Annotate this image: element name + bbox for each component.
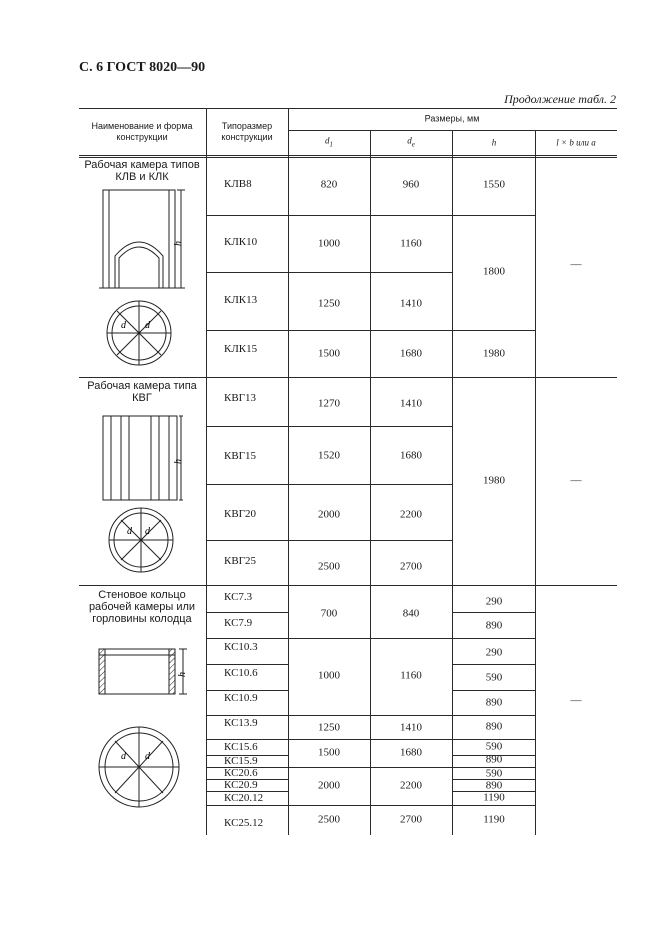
row-rule xyxy=(206,272,452,273)
type-cell: КВГ15 xyxy=(224,450,257,462)
wall-ring-drawing xyxy=(95,641,191,816)
h-cell: 890 xyxy=(485,779,503,792)
header-lba: l × b или a xyxy=(556,137,596,148)
h-cell-merged: 1800 xyxy=(483,265,505,278)
h-dimension-label: h xyxy=(177,672,188,677)
row-rule xyxy=(206,426,452,427)
table-continuation-note: Продолжение табл. 2 xyxy=(504,92,616,106)
de-dimension-label: d xyxy=(145,526,150,537)
h-cell: 1550 xyxy=(483,178,505,191)
de-dimension-label: d xyxy=(145,320,150,331)
d1-cell: 1250 xyxy=(318,721,340,734)
section-ks-title: Стеновое кольцо рабочей камеры или горловины колодца xyxy=(88,589,196,625)
d1-cell: 1000 xyxy=(318,237,340,250)
d1-dimension-label: d xyxy=(121,751,126,762)
type-cell: КС25.12 xyxy=(224,817,264,829)
header-d1: $d_1$ xyxy=(325,135,333,149)
d1-cell: 1250 xyxy=(318,297,340,310)
h-row-rule xyxy=(452,612,535,613)
h-cell: 590 xyxy=(485,740,503,753)
de-cell: 2700 xyxy=(400,560,422,573)
chamber-kvg-drawing xyxy=(99,410,189,575)
row-rule xyxy=(206,690,288,691)
section-klv-klk-title: Рабочая камера типов КЛВ и КЛК xyxy=(84,159,200,183)
header-h: h xyxy=(491,137,497,148)
d1-dimension-label: d xyxy=(121,320,126,331)
h-dimension-label: h xyxy=(173,459,184,464)
row-rule xyxy=(206,715,535,716)
de-cell: 2700 xyxy=(400,813,422,826)
h-cell: 890 xyxy=(485,696,503,709)
type-cell: КЛК10 xyxy=(224,236,258,248)
d1-cell: 2500 xyxy=(318,813,340,826)
d1-cell: 1270 xyxy=(318,397,340,410)
row-rule xyxy=(206,330,535,331)
table-top-rule xyxy=(79,108,617,109)
row-rule xyxy=(206,612,288,613)
d1-cell: 1500 xyxy=(318,347,340,360)
col-line-1 xyxy=(206,108,207,835)
de-dimension-label: d xyxy=(145,751,150,762)
header-bottom-rule xyxy=(79,155,617,156)
h-cell: 890 xyxy=(485,753,503,766)
h-cell: 290 xyxy=(485,595,503,608)
col-line-4 xyxy=(452,130,453,835)
type-cell: КС15.9 xyxy=(224,755,258,767)
col-line-5 xyxy=(535,130,536,835)
type-cell: КЛК13 xyxy=(224,294,258,306)
h-row-rule xyxy=(452,664,535,665)
header-type: Типоразмер конструкции xyxy=(221,121,273,142)
lba-cell: — xyxy=(570,474,582,487)
h-cell: 290 xyxy=(485,646,503,659)
col-line-2 xyxy=(288,108,289,835)
type-cell: КЛК15 xyxy=(224,343,258,355)
header-name: Наименование и форма конструкции xyxy=(91,121,193,142)
row-rule xyxy=(288,638,535,639)
header-bottom-rule-2 xyxy=(79,157,617,158)
header-dimensions: Размеры, мм xyxy=(424,113,480,124)
de-cell: 1680 xyxy=(400,449,422,462)
type-cell: КС20.12 xyxy=(224,792,264,804)
section-kvg-title: Рабочая камера типа КВГ xyxy=(87,380,197,404)
d1-cell: 2000 xyxy=(318,508,340,521)
d1-cell: 820 xyxy=(320,178,338,191)
de-cell: 2200 xyxy=(400,508,422,521)
de-cell: 1410 xyxy=(400,397,422,410)
section-rule xyxy=(79,377,617,378)
dimensions-table xyxy=(79,108,617,835)
header-de: $d_e$ xyxy=(407,135,415,149)
chamber-klv-drawing xyxy=(97,188,187,368)
row-rule xyxy=(206,638,288,639)
row-rule xyxy=(206,805,535,806)
de-cell: 1160 xyxy=(400,237,422,250)
de-cell: 1410 xyxy=(400,297,422,310)
de-cell: 840 xyxy=(402,607,420,620)
d1-dimension-label: d xyxy=(127,526,132,537)
row-rule xyxy=(206,484,452,485)
lba-cell: — xyxy=(570,258,582,271)
d1-cell: 700 xyxy=(320,607,338,620)
type-cell: КС20.9 xyxy=(224,779,258,791)
type-cell: КЛВ8 xyxy=(224,178,252,190)
type-cell: КС10.3 xyxy=(224,641,258,653)
type-cell: КС7.3 xyxy=(224,591,253,603)
h-cell: 590 xyxy=(485,767,503,780)
type-cell: КС20.6 xyxy=(224,767,258,779)
row-rule xyxy=(206,664,288,665)
d1-cell: 1500 xyxy=(318,746,340,759)
row-rule xyxy=(206,215,535,216)
h-cell: 1980 xyxy=(483,347,505,360)
lba-cell: — xyxy=(570,694,582,707)
d1-cell: 1000 xyxy=(318,669,340,682)
h-cell: 1190 xyxy=(483,791,505,804)
h-cell: 890 xyxy=(485,619,503,632)
d1-cell: 2500 xyxy=(318,560,340,573)
type-cell: КВГ20 xyxy=(224,508,257,520)
h-cell-merged: 1980 xyxy=(483,474,505,487)
col-line-3 xyxy=(370,130,371,835)
d1-cell: 2000 xyxy=(318,779,340,792)
de-cell: 1680 xyxy=(400,746,422,759)
h-cell: 590 xyxy=(485,671,503,684)
de-cell: 960 xyxy=(402,178,420,191)
type-cell: КС10.6 xyxy=(224,667,258,679)
h-cell: 1190 xyxy=(483,813,505,826)
de-cell: 2200 xyxy=(400,779,422,792)
type-cell: КС7.9 xyxy=(224,617,253,629)
type-cell: КС15.6 xyxy=(224,741,258,753)
de-cell: 1680 xyxy=(400,347,422,360)
de-cell: 1160 xyxy=(400,669,422,682)
type-cell: КС13.9 xyxy=(224,717,258,729)
type-cell: КС10.9 xyxy=(224,692,258,704)
section-rule xyxy=(79,585,617,586)
page-header: С. 6 ГОСТ 8020—90 xyxy=(79,60,206,75)
type-cell: КВГ13 xyxy=(224,392,257,404)
type-cell: КВГ25 xyxy=(224,555,257,567)
h-row-rule xyxy=(452,690,535,691)
row-rule xyxy=(206,540,452,541)
de-cell: 1410 xyxy=(400,721,422,734)
h-cell: 890 xyxy=(485,720,503,733)
h-dimension-label: h xyxy=(173,241,184,246)
d1-cell: 1520 xyxy=(318,449,340,462)
